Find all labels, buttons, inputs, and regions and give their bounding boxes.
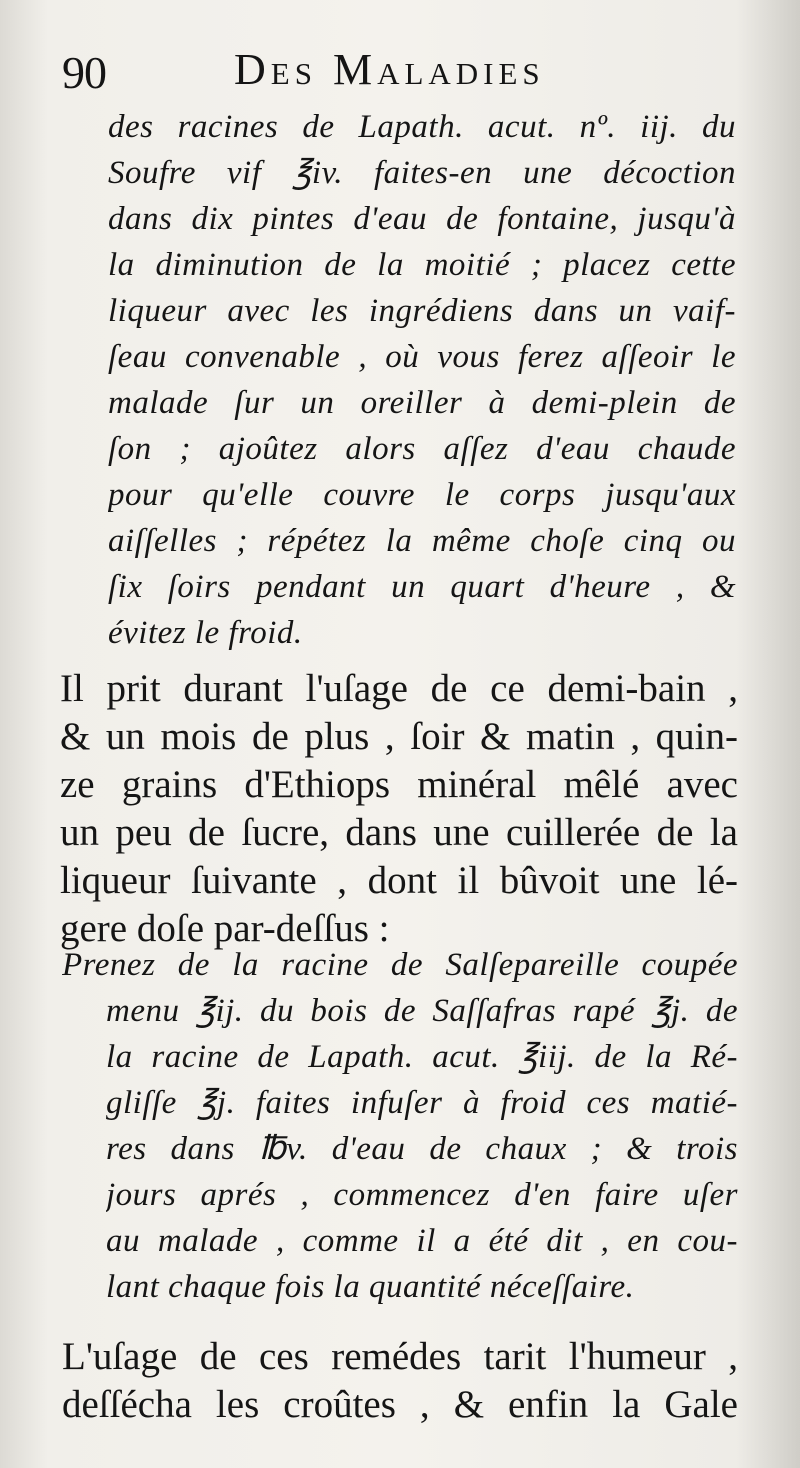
recipe-1-line: des racines de Lapath. acut. nº. iij. du [108, 109, 736, 145]
recipe-1-line: ſix ſoirs pendant un quart d'heure , & [108, 569, 736, 605]
running-title: Des Maladies [234, 45, 545, 94]
paragraph-2-line: L'uſage de ces remédes tarit l'humeur , [62, 1335, 738, 1378]
page-number: 90 [62, 47, 106, 98]
recipe-2-line: res dans ℔v. d'eau de chaux ; & trois [106, 1131, 738, 1167]
recipe-1-line: dans dix pintes d'eau de fontaine, jusqu'à [108, 201, 736, 237]
paragraph-2-line: deſſécha les croûtes , & enfin la Gale [62, 1383, 738, 1426]
recipe-1-line: malade ſur un oreiller à demi-plein de [108, 385, 736, 421]
recipe-1-line: liqueur avec les ingrédiens dans un vaif- [108, 293, 736, 329]
recipe-1-line: aiſſelles ; répétez la même choſe cinq ou [108, 523, 736, 559]
recipe-2-line: Prenez de la racine de Salſepareille coupée [62, 947, 738, 983]
recipe-1-line: la diminution de la moitié ; placez cette [108, 247, 736, 283]
paragraph-1-line: gere doſe par-deſſus : [60, 907, 390, 950]
recipe-1-line: ſeau convenable , où vous ferez aſſeoir le [108, 339, 736, 375]
recipe-1-line: Soufre vif ℥iv. faites-en une décoction [108, 155, 736, 191]
recipe-2-line: menu ℥ij. du bois de Saſſafras rapé ℥j. de [106, 993, 738, 1029]
recipe-2-line: au malade , comme il a été dit , en cou- [106, 1223, 738, 1259]
recipe-2-line: lant chaque fois la quantité néceſſaire. [106, 1269, 635, 1305]
recipe-1-line: ſon ; ajoûtez alors aſſez d'eau chaude [108, 431, 736, 467]
paragraph-1-line: ze grains d'Ethiops minéral mêlé avec [60, 763, 738, 806]
paragraph-1-line: Il prit durant l'uſage de ce demi-bain , [60, 667, 738, 710]
paragraph-1-line: & un mois de plus , ſoir & matin , quin- [60, 715, 738, 758]
page-header [62, 42, 622, 102]
recipe-2-line: gliſſe ℥j. faites infuſer à froid ces matié- [106, 1085, 738, 1121]
paragraph-1-line: un peu de ſucre, dans une cuillerée de la [60, 811, 738, 854]
recipe-1-line: évitez le froid. [108, 615, 303, 651]
paragraph-1-line: liqueur ſuivante , dont il bûvoit une lé- [60, 859, 738, 902]
recipe-1-line: pour qu'elle couvre le corps jusqu'aux [108, 477, 736, 513]
recipe-2-line: jours aprés , commencez d'en faire uſer [106, 1177, 738, 1213]
recipe-2-line: la racine de Lapath. acut. ℥iij. de la Ré- [106, 1039, 738, 1075]
